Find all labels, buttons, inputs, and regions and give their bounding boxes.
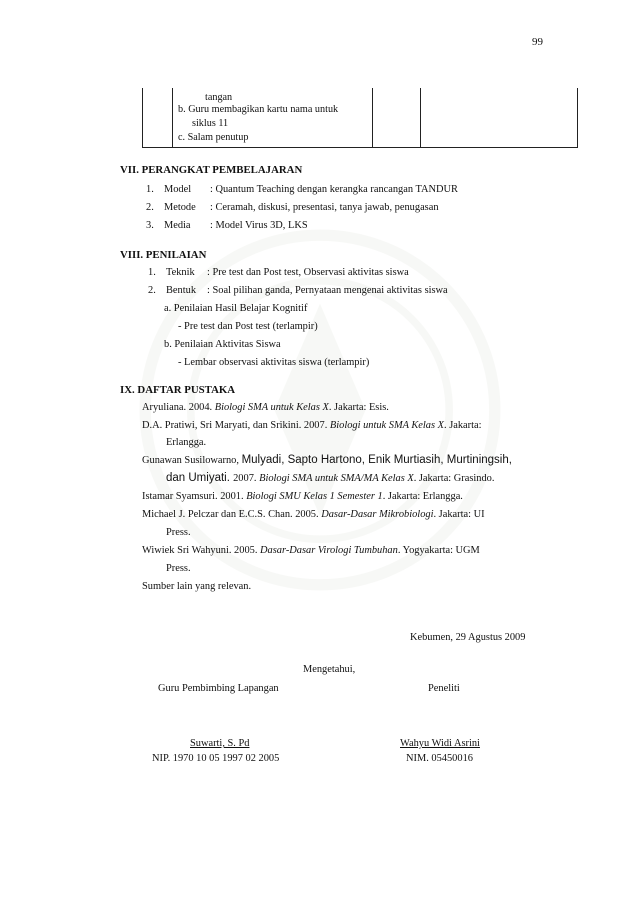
- sub-item: a. Penilaian Hasil Belajar Kognitif: [164, 303, 308, 314]
- sub-item-detail: - Lembar observasi aktivitas siswa (terlampir): [178, 357, 370, 368]
- right-signatory-role: Peneliti: [428, 683, 460, 694]
- reference-entry: Istamar Syamsuri. 2001. Biologi SMU Kelas 1 Semester 1. Jakarta: Erlangga.: [142, 491, 463, 502]
- table-cell-text: b. Guru membagikan kartu nama untuk: [178, 104, 339, 115]
- list-item: 1. Teknik : Pre test dan Post test, Observasi aktivitas siswa: [148, 267, 409, 278]
- reference-entry: D.A. Pratiwi, Sri Maryati, dan Srikini. 2007. Biologi untuk SMA Kelas X. Jakarta:: [142, 420, 482, 431]
- section-heading-daftar-pustaka: IX. DAFTAR PUSTAKA: [120, 384, 236, 396]
- list-item: 3. Media : Model Virus 3D, LKS: [146, 220, 308, 231]
- table-cell-text: siklus 11: [192, 118, 229, 129]
- left-signatory-id: NIP. 1970 10 05 1997 02 2005: [152, 753, 280, 764]
- list-item: 1. Model : Quantum Teaching dengan kerangka rancangan TANDUR: [146, 184, 458, 195]
- reference-entry: Michael J. Pelczar dan E.C.S. Chan. 2005. Dasar-Dasar Mikrobiologi. Jakarta: UI: [142, 509, 485, 520]
- reference-entry: Aryuliana. 2004. Biologi SMA untuk Kelas X. Jakarta: Esis.: [142, 402, 389, 413]
- sub-item: b. Penilaian Aktivitas Siswa: [164, 339, 281, 350]
- list-item: 2. Bentuk : Soal pilihan ganda, Pernyataan mengenai aktivitas siswa: [148, 285, 448, 296]
- sub-item-detail: - Pre test dan Post test (terlampir): [178, 321, 318, 332]
- reference-entry-cont: Press.: [166, 527, 191, 538]
- left-signatory-name: Suwarti, S. Pd: [190, 738, 250, 749]
- section-heading-penilaian: VIII. PENILAIAN: [120, 249, 207, 261]
- activity-table-fragment: [142, 88, 578, 148]
- right-signatory-id: NIM. 05450016: [406, 753, 473, 764]
- right-signatory-name: Wahyu Widi Asrini: [400, 738, 480, 749]
- table-cell-text: tangan: [205, 92, 233, 103]
- list-item: 2. Metode : Ceramah, diskusi, presentasi, tanya jawab, penugasan: [146, 202, 439, 213]
- reference-entry-cont: Erlangga.: [166, 437, 207, 448]
- reference-entry: Gunawan Susilowarno, Mulyadi, Sapto Hartono, Enik Murtiasih, Murtiningsih,: [142, 454, 512, 466]
- table-cell-text: c. Salam penutup: [178, 132, 249, 143]
- section-heading-perangkat: VII. PERANGKAT PEMBELAJARAN: [120, 164, 303, 176]
- place-date: Kebumen, 29 Agustus 2009: [410, 632, 526, 643]
- mengetahui-label: Mengetahui,: [303, 664, 356, 675]
- left-signatory-role: Guru Pembimbing Lapangan: [158, 683, 279, 694]
- reference-entry-cont: Press.: [166, 563, 191, 574]
- reference-entry: Sumber lain yang relevan.: [142, 581, 252, 592]
- reference-entry-cont: dan Umiyati. 2007. Biologi SMA untuk SMA/MA Kelas X. Jakarta: Grasindo.: [166, 472, 495, 484]
- reference-entry: Wiwiek Sri Wahyuni. 2005. Dasar-Dasar Virologi Tumbuhan. Yogyakarta: UGM: [142, 545, 480, 556]
- page-number: 99: [532, 36, 543, 48]
